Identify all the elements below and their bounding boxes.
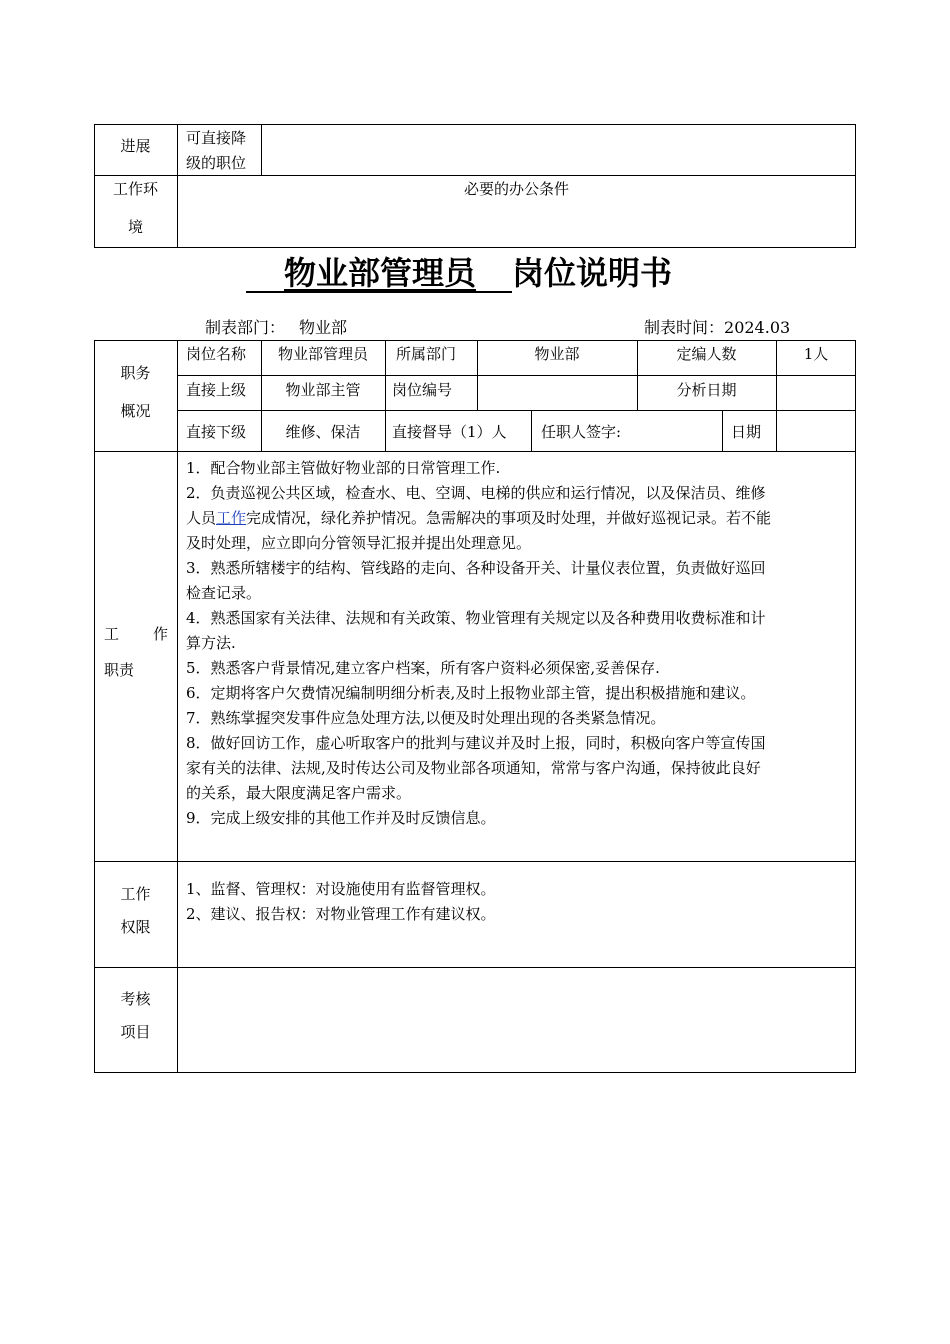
signature-label: 任职人签字: [541,423,622,441]
dept-meta [205,318,347,338]
duty-item-3a: 3．熟悉所辖楼宇的结构、管线路的走向、各种设备开关、计量仪表位置，负责做好巡回 [186,559,766,577]
assessment-section-line1: 考核 [120,990,151,1008]
superior-value: 物业部主管 [285,381,361,399]
duty-item-8c: 的关系，最大限度满足客户需求。 [186,784,412,802]
post-name-label: 岗位名称 [186,345,247,363]
env-label-line2: 境 [127,218,143,236]
headcount-label: 定编人数 [676,345,737,363]
post-no-label: 岗位编号 [392,381,453,399]
page-title [246,253,672,293]
authority-bottom-divider [94,967,856,968]
overview-col-d-lower [722,410,723,451]
overview-section-line1: 职务 [120,364,151,382]
duty-item-8b: 家有关的法律、法规,及时传达公司及物业部各项通知，常常与客户沟通，保持彼此良好 [186,759,761,777]
authority-section-line1: 工作 [120,885,151,903]
duty-item-7: 7．熟练掌握突发事件应急处理方法,以便及时处理出现的各类紧急情况。 [186,709,666,727]
overview-row1-divider [177,375,856,376]
time-meta-value: 2024.03 [724,318,791,337]
duty-item-8a: 8．做好回访工作，虚心听取客户的批判与建议并及时上报，同时，积极向客户等宣传国 [186,734,766,752]
title-position: 物业部管理员 [246,255,512,293]
post-name-value: 物业部管理员 [277,345,368,363]
top-table-inner-divider [261,124,262,175]
dept-meta-value: 物业部 [299,318,348,337]
duty-item-2c: 及时处理，应立即向分管领导汇报并提出处理意见。 [186,534,532,552]
duty-item-5: 5．熟悉客户背景情况,建立客户档案，所有客户资料必须保密,妥善保存. [186,659,660,677]
supervise-label: 直接督导（1）人 [392,423,507,441]
subordinate-label: 直接下级 [186,423,247,441]
env-value: 必要的办公条件 [463,180,569,198]
progress-label: 进展 [120,137,151,155]
duty-item-2b [186,506,851,531]
demote-label-line1: 可直接降 [186,129,247,147]
duty-item-4a: 4．熟悉国家有关法律、法规和有关政策、物业管理有关规定以及各种费用收费标准和计 [186,609,766,627]
duty-item-4b: 算方法. [186,634,236,652]
duty-item-3b: 检查记录。 [186,584,262,602]
env-label-line1: 工作环 [112,180,158,198]
duty-item-2a: 2．负责巡视公共区域，检查水、电、空调、电梯的供应和运行情况，以及保洁员、维修 [186,484,766,502]
work-link[interactable]: 工作 [216,509,247,527]
duties-bottom-divider [94,861,856,862]
duty-item-2b-pre: 人员 [186,509,217,527]
authority-item-1: 1、监督、管理权：对设施使用有监督管理权。 [186,880,496,898]
assessment-section-line2: 项目 [120,1023,151,1041]
duty-item-1: 1．配合物业部主管做好物业部的日常管理工作. [186,459,501,477]
duties-list [186,456,851,831]
duty-item-9: 9．完成上级安排的其他工作并及时反馈信息。 [186,809,496,827]
time-meta-label: 制表时间： [644,318,725,337]
date-label: 日期 [731,423,762,441]
authority-item-2: 2、建议、报告权：对物业管理工作有建议权。 [186,905,496,923]
label-col-divider [177,340,178,1073]
analysis-date-label: 分析日期 [676,381,737,399]
duties-section-line2: 职责 [104,661,135,679]
duty-item-2b-post: 完成情况，绿化养护情况。急需解决的事项及时处理，并做好巡视记录。若不能 [246,509,772,527]
overview-col-c-lower [531,410,532,451]
dept-label: 所属部门 [396,345,457,363]
overview-row2-divider [177,410,856,411]
overview-col-b-upper [385,340,386,451]
superior-label: 直接上级 [186,381,247,399]
title-suffix: 岗位说明书 [512,254,673,292]
headcount-value: 1人 [803,345,829,363]
dept-value: 物业部 [534,345,580,363]
time-meta [644,318,790,338]
dept-meta-label: 制表部门： [205,318,286,337]
overview-section-line2: 概况 [120,402,151,420]
authority-section-line2: 权限 [120,918,151,936]
authority-list [186,877,496,927]
duties-section-line1b: 作 [153,625,169,643]
duties-section-line1a: 工 [104,625,120,643]
top-table-row-divider [94,175,856,176]
subordinate-value: 维修、保洁 [285,423,361,441]
duty-item-6: 6．定期将客户欠费情况编制明细分析表,及时上报物业部主管，提出积极措施和建议。 [186,684,756,702]
overview-bottom-divider [94,451,856,452]
demote-label-line2: 级的职位 [186,154,247,172]
